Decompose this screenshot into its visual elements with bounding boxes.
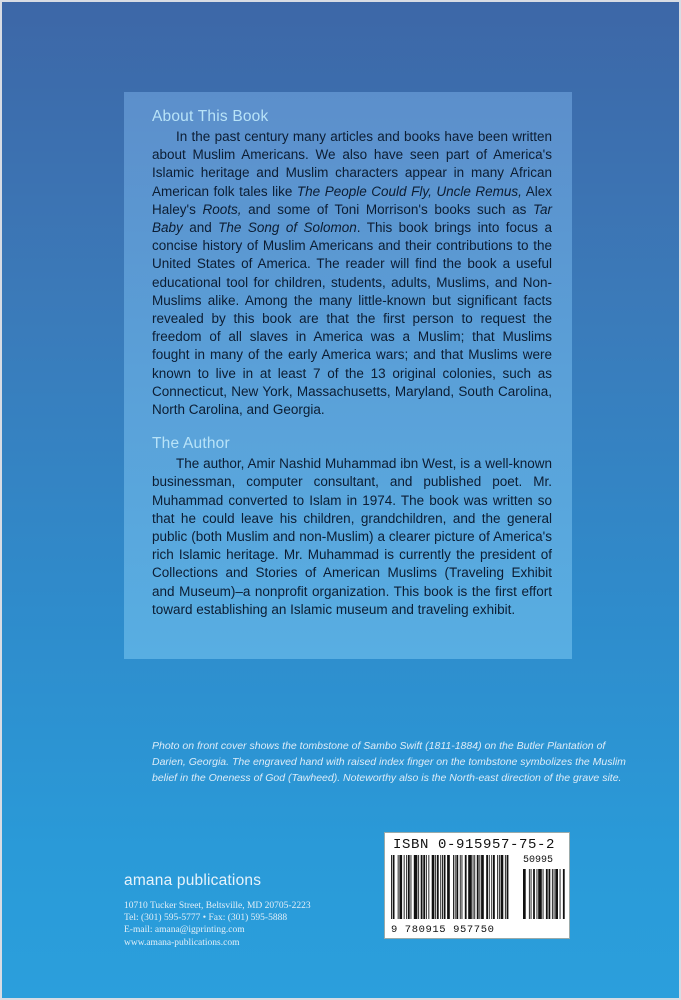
barcode-bar bbox=[440, 855, 441, 919]
barcode-bar bbox=[462, 855, 463, 919]
addon-bar bbox=[554, 869, 555, 919]
addon-bar bbox=[533, 869, 535, 919]
barcode-bar bbox=[481, 855, 484, 919]
addon-bar bbox=[555, 869, 558, 919]
barcode-bar bbox=[460, 855, 461, 919]
barcode-bar bbox=[489, 855, 490, 919]
barcode-bar bbox=[404, 855, 405, 919]
barcode-bars bbox=[391, 855, 565, 925]
addon-bar bbox=[563, 869, 565, 919]
barcode-bar bbox=[408, 855, 410, 919]
cover-photo-caption: Photo on front cover shows the tombstone of Sambo Swift (1811-1884) on the Butler Plantation of Darien, Georgia. The engraved hand with raised index finger on the tombstone symbolizes the Muslim belief in the Oneness of God (Tawheed). Noteworthy also is the North-east direction of the grave site. bbox=[152, 740, 626, 784]
barcode-bar bbox=[444, 855, 446, 919]
barcode-bar bbox=[493, 855, 495, 919]
barcode-bar bbox=[505, 855, 506, 919]
publisher-block bbox=[124, 872, 344, 949]
barcode-bar bbox=[453, 855, 454, 919]
about-text-3: and some of Toni Morrison's books such as bbox=[241, 201, 533, 217]
barcode-bar bbox=[456, 855, 458, 919]
about-text-4: and bbox=[182, 220, 219, 236]
isbn-barcode bbox=[384, 832, 570, 939]
barcode-bar bbox=[442, 855, 443, 919]
barcode-bar bbox=[437, 855, 439, 919]
barcode-bar bbox=[486, 855, 488, 919]
ean-digits: 9 780915 957750 bbox=[391, 924, 495, 936]
barcode-bar bbox=[428, 855, 429, 919]
barcode-bar bbox=[468, 855, 472, 919]
barcode-bar bbox=[421, 855, 423, 919]
barcode-bar bbox=[473, 855, 474, 919]
publisher-email: E-mail: amana@igprinting.com bbox=[124, 925, 245, 936]
barcode-bar bbox=[465, 855, 467, 919]
addon-bar bbox=[543, 869, 544, 919]
title-tar-baby: Tar Baby bbox=[152, 201, 553, 236]
addon-bar bbox=[549, 869, 551, 919]
barcode-bar bbox=[406, 855, 407, 919]
addon-bar bbox=[552, 869, 553, 919]
publisher-website: www.amana-publications.com bbox=[124, 937, 240, 948]
barcode-bar bbox=[507, 855, 509, 919]
addon-bar bbox=[538, 869, 542, 919]
barcode-bar bbox=[399, 855, 402, 919]
isbn-number: ISBN 0-915957-75-2 bbox=[393, 837, 556, 853]
author-text: The author, Amir Nashid Muhammad ibn West, is a well-known businessman, computer consultant, and published poet. Mr. Muhammad converted to Islam in 1974. The book was written so that he could leave his children, grandchildren, and the general public (both Muslim and non-Muslim) a clearer picture of America's rich Islamic heritage. Mr. Muhammad is currently the president of Collections and Stories of American Muslims (Traveling Exhibit and Museum)–a nonprofit organization. This book is the first effort toward establishing an Islamic museum and traveling exhibit. bbox=[152, 456, 552, 617]
about-text bbox=[152, 128, 552, 419]
addon-bar bbox=[546, 869, 548, 919]
barcode-bar bbox=[411, 855, 412, 919]
addon-bar bbox=[531, 869, 532, 919]
author-heading: The Author bbox=[152, 435, 230, 453]
barcode-bar bbox=[474, 855, 475, 919]
barcode-bar bbox=[491, 855, 492, 919]
addon-bar bbox=[529, 869, 530, 919]
publisher-name: amana publications bbox=[124, 872, 262, 889]
addon-bar bbox=[537, 869, 538, 919]
barcode-bar bbox=[499, 855, 500, 919]
title-song-of-solomon: The Song of Solomon bbox=[218, 220, 357, 236]
about-text-1: In the past century many articles and books have been written about Muslim Americans. We also have seen part of America's Islamic heritage and Muslim characters appear in many African American folk tales like bbox=[152, 129, 552, 199]
barcode-bar bbox=[455, 855, 456, 919]
barcode-bar bbox=[391, 855, 392, 919]
description-panel bbox=[124, 92, 572, 659]
barcode-bar bbox=[432, 855, 435, 919]
barcode-bar bbox=[414, 855, 418, 919]
addon-bar bbox=[560, 869, 561, 919]
title-roots: Roots, bbox=[202, 201, 242, 217]
barcode-bar bbox=[435, 855, 436, 919]
about-heading: About This Book bbox=[152, 108, 269, 125]
barcode-bar bbox=[423, 855, 425, 919]
barcode-bar bbox=[393, 855, 395, 919]
publisher-address: 10710 Tucker Street, Beltsville, MD 20705-2223 bbox=[124, 901, 311, 911]
about-text-5: . This book brings into focus a concise history of Muslim Americans and their contributions to the United States of America. The reader will find the book a useful educational tool for children, students, adults, Muslims, and Non-Muslims alike. Among the many little-known but significant facts revealed by this book are that the first person to request the freedom of all slaves in America was a Muslim; that Muslims fought in many of the early America wars; and that Muslims were known to live in at least 7 of the 13 original colonies, such as Connecticut, New York, Massachusetts, Maryland, South Carolina, North Carolina, and Georgia. bbox=[152, 220, 552, 418]
barcode-bar bbox=[477, 855, 479, 919]
barcode-bar bbox=[447, 855, 450, 919]
barcode-bar bbox=[418, 855, 419, 919]
barcode-bar bbox=[479, 855, 480, 919]
addon-bar bbox=[523, 869, 526, 919]
barcode-bar bbox=[426, 855, 427, 919]
price-addon-code: 50995 bbox=[523, 855, 554, 866]
publisher-phone: Tel: (301) 595-5777 • Fax: (301) 595-5888 bbox=[124, 913, 288, 924]
title-people-could-fly: The People Could Fly, Uncle Remus, bbox=[296, 183, 522, 199]
barcode-bar bbox=[501, 855, 504, 919]
barcode-bar bbox=[497, 855, 498, 919]
about-text-2: Alex Haley's bbox=[152, 183, 552, 217]
barcode-bar bbox=[398, 855, 399, 919]
